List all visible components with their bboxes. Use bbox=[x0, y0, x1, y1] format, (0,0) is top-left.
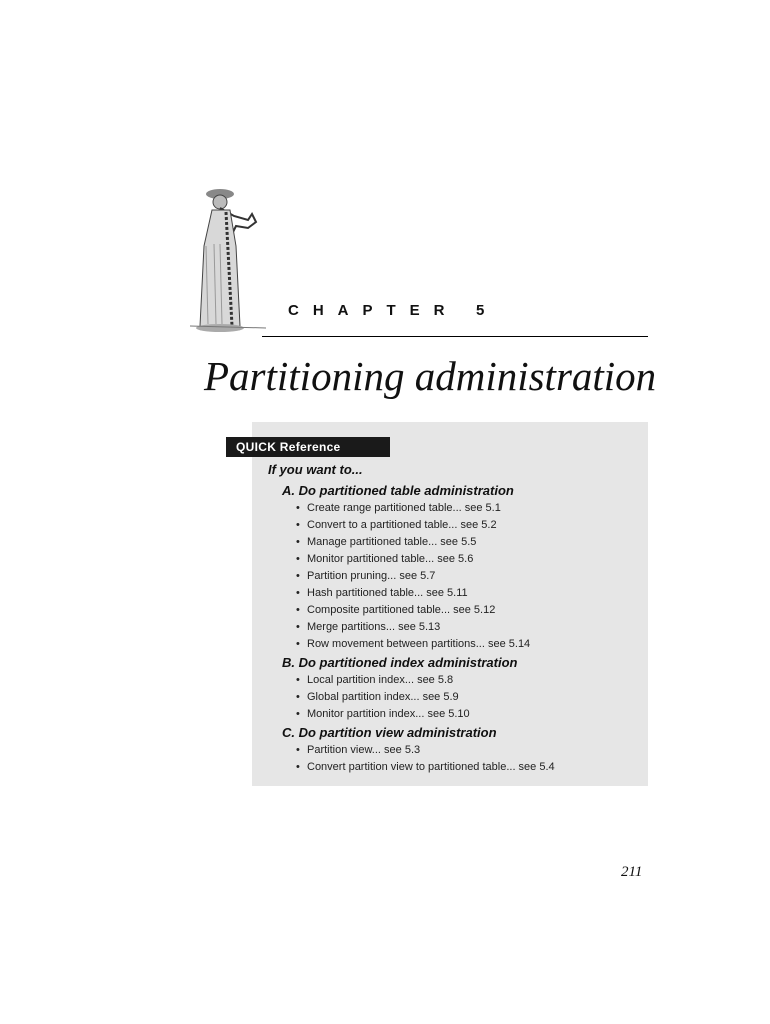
section-a bbox=[282, 482, 642, 653]
chapter-number: 5 bbox=[476, 302, 485, 319]
list-item: • Create range partitioned table... see 5.1 bbox=[296, 500, 642, 517]
list-item: • Row movement between partitions... see 5.14 bbox=[296, 636, 642, 653]
chapter-title: Partitioning administration bbox=[204, 353, 657, 399]
list-item: • Partition pruning... see 5.7 bbox=[296, 568, 642, 585]
list-item: • Convert to a partitioned table... see 5.2 bbox=[296, 517, 642, 534]
section-b bbox=[282, 654, 642, 723]
list-item: • Merge partitions... see 5.13 bbox=[296, 619, 642, 636]
list-item: • Global partition index... see 5.9 bbox=[296, 689, 642, 706]
section-items bbox=[282, 672, 642, 723]
page-number: 211 bbox=[621, 864, 643, 880]
section-c bbox=[282, 724, 642, 776]
list-item: • Monitor partition index... see 5.10 bbox=[296, 706, 642, 723]
quick-reference-sections bbox=[282, 481, 642, 776]
section-heading: A. Do partitioned table administration bbox=[282, 483, 514, 498]
quick-reference-intro: If you want to... bbox=[268, 462, 363, 477]
chapter-rule bbox=[262, 336, 648, 337]
quick-reference-badge: QUICK Reference bbox=[226, 437, 390, 457]
chapter-label: CHAPTER bbox=[288, 302, 459, 319]
list-item: • Monitor partitioned table... see 5.6 bbox=[296, 551, 642, 568]
list-item: • Partition view... see 5.3 bbox=[296, 742, 642, 759]
list-item: • Local partition index... see 5.8 bbox=[296, 672, 642, 689]
list-item: • Hash partitioned table... see 5.11 bbox=[296, 585, 642, 602]
chapter-illustration bbox=[190, 186, 266, 336]
section-items bbox=[282, 742, 642, 776]
section-items bbox=[282, 500, 642, 653]
list-item: • Manage partitioned table... see 5.5 bbox=[296, 534, 642, 551]
list-item: • Composite partitioned table... see 5.12 bbox=[296, 602, 642, 619]
list-item: • Convert partition view to partitioned table... see 5.4 bbox=[296, 759, 642, 776]
section-heading: B. Do partitioned index administration bbox=[282, 655, 518, 670]
section-heading: C. Do partition view administration bbox=[282, 725, 497, 740]
